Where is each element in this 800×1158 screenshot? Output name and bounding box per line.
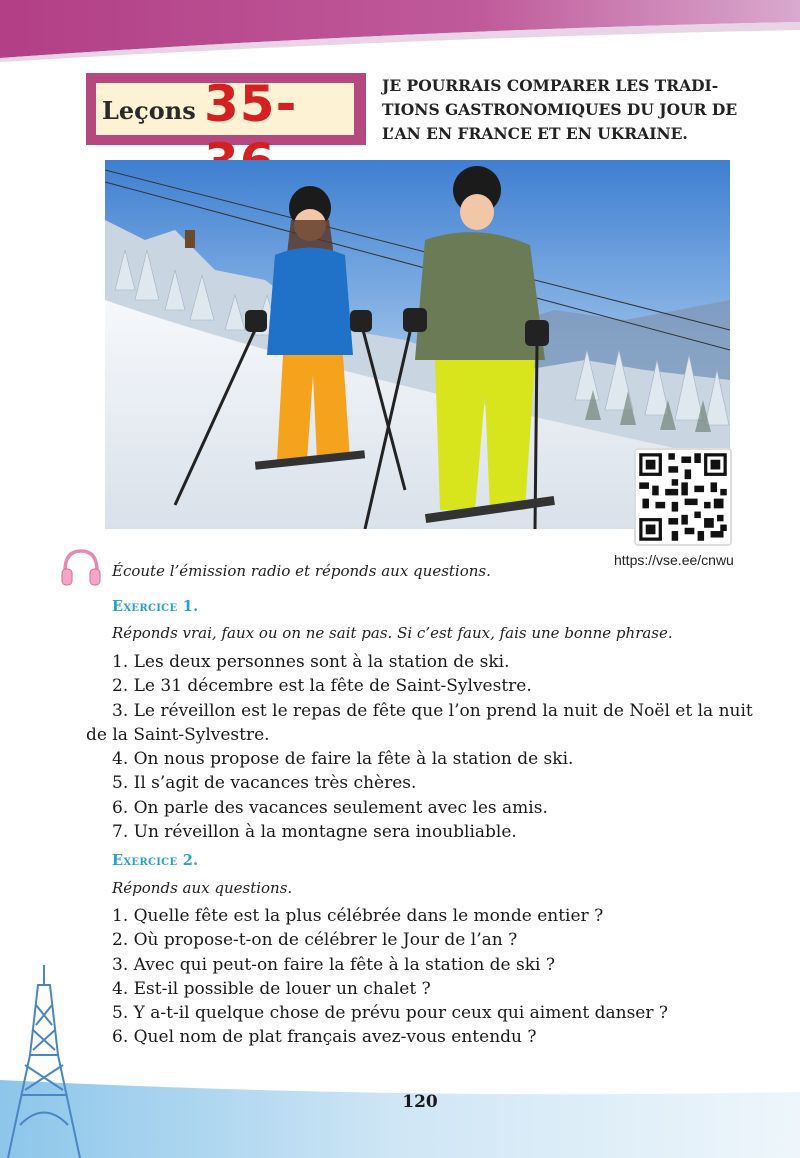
list-item: 1. Quelle fête est la plus célébrée dans le monde entier ?: [112, 906, 604, 926]
exercise-2-list: [86, 904, 756, 1050]
exercise-1-title: Exercice 1.: [112, 598, 199, 615]
lesson-title-box: [86, 73, 366, 145]
exercise-1-instruction: Réponds vrai, faux ou on ne sait pas. Si c’est faux, fais une bonne phrase.: [112, 624, 673, 642]
list-item: 6. On parle des vacances seulement avec les amis.: [112, 797, 548, 818]
listen-instruction: Écoute l’émission radio et réponds aux questions.: [112, 562, 491, 580]
top-banner: [0, 0, 800, 62]
list-item: 1. Les deux personnes sont à la station de ski.: [112, 652, 510, 672]
list-item: 5. Y a-t-il quelque chose de prévu pour ceux qui aiment danser ?: [112, 1003, 668, 1024]
heading-line: L’AN EN FRANCE ET EN UKRAINE.: [382, 124, 688, 143]
heading-line: JE POURRAIS COMPARER LES TRADI-: [382, 76, 719, 95]
lesson-title-inner: [96, 75, 354, 135]
list-item: 4. Est-il possible de louer un chalet ?: [112, 978, 431, 999]
eiffel-tower-icon: [0, 965, 110, 1158]
headphones-icon: [58, 545, 104, 591]
list-item: 2. Le 31 décembre est la fête de Saint-Sylvestre.: [112, 676, 532, 697]
lesson-word: Leçons: [102, 96, 196, 125]
bottom-banner: [0, 1070, 800, 1158]
qr-url[interactable]: https://vse.ee/cnwu: [614, 552, 734, 568]
list-item: 3. Le réveillon est le repas de fête que l’on prend la nuit de Noël et la nuit de la Saint-Sylvestre.: [86, 700, 753, 745]
exercise-1-list: [86, 650, 756, 844]
list-item: 7. Un réveillon à la montagne sera inoubliable.: [112, 822, 517, 843]
exercise-2-instruction: Réponds aux questions.: [112, 879, 293, 897]
qr-code[interactable]: [634, 448, 732, 546]
lesson-heading: [382, 74, 742, 146]
lesson-numbers: 35-: [204, 75, 298, 133]
list-item: 3. Avec qui peut-on faire la fête à la station de ski ?: [112, 954, 555, 975]
exercise-2-title: Exercice 2.: [112, 852, 199, 869]
list-item: 2. Où propose-t-on de célébrer le Jour de l’an ?: [112, 930, 518, 951]
list-item: 4. On nous propose de faire la fête à la station de ski.: [112, 749, 574, 770]
heading-line: TIONS GASTRONOMIQUES DU JOUR DE: [382, 100, 738, 119]
page-number: 120: [402, 1092, 438, 1112]
list-item: 6. Quel nom de plat français avez-vous entendu ?: [112, 1027, 537, 1048]
list-item: 5. Il s’agit de vacances très chères.: [112, 773, 417, 794]
